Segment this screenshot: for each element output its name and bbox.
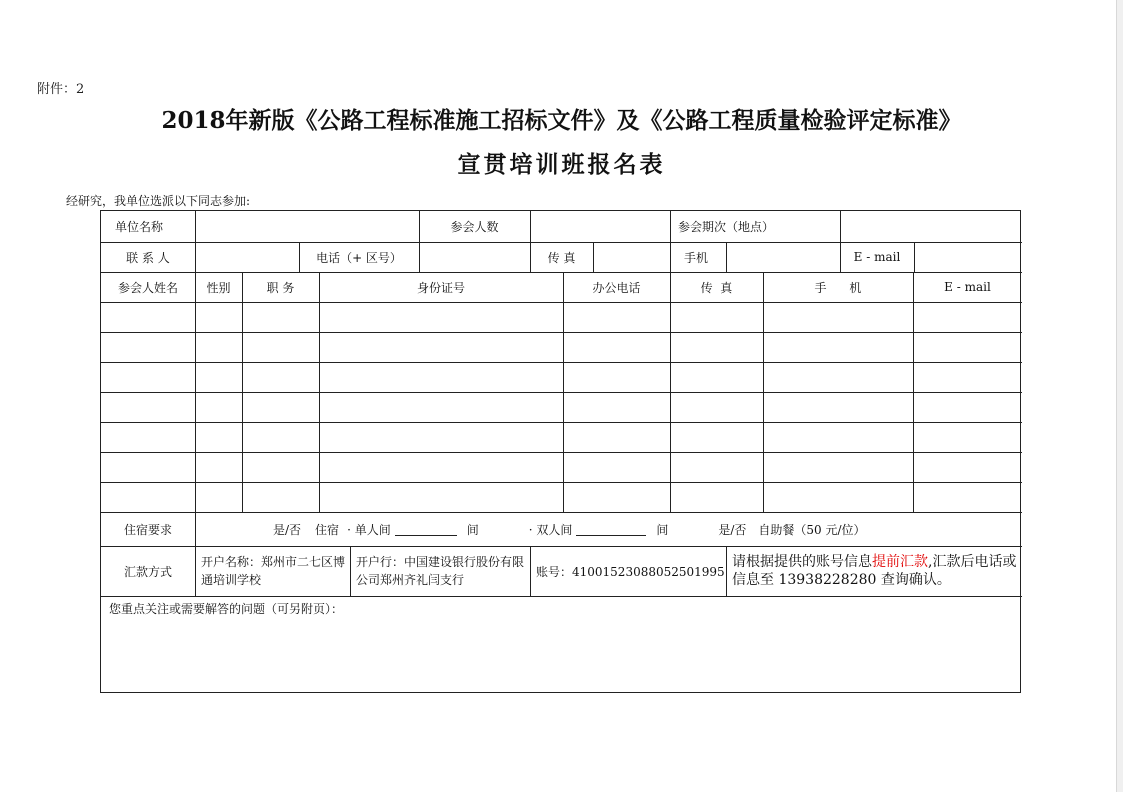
header-mobile: 手 机 — [814, 280, 862, 295]
session-location-field[interactable] — [840, 211, 1022, 242]
header-name: 参会人姓名 — [117, 280, 178, 295]
lodging-options[interactable] — [195, 512, 1022, 546]
registration-form-table — [100, 210, 1021, 693]
table-row[interactable] — [101, 302, 1022, 332]
payment-note-highlight: 提前汇款 — [872, 554, 928, 570]
questions-field[interactable] — [101, 618, 1022, 692]
email-label: E - mail — [853, 250, 901, 264]
payment-note — [726, 546, 1022, 596]
lodging-stay-label: 住宿 — [315, 522, 340, 537]
account-number: 账号：41001523088052501995 — [536, 564, 725, 579]
header-email: E - mail — [944, 280, 991, 294]
double-room-field[interactable] — [576, 523, 646, 536]
fax-label: 传 真 — [547, 250, 576, 265]
table-row[interactable] — [101, 332, 1022, 362]
attendee-count-field[interactable] — [530, 211, 670, 242]
header-fax: 传 真 — [700, 280, 733, 295]
questions-label: 您重点关注或需要解答的问题（可另附页）： — [109, 602, 344, 616]
phone-field[interactable] — [419, 242, 530, 272]
buffet-label: 自助餐（50 元/位） — [758, 522, 866, 537]
table-row[interactable] — [101, 362, 1022, 392]
double-room-label: · 双人间 — [528, 522, 573, 537]
attendee-count-label: 参会人数 — [450, 220, 499, 234]
single-room-label: · 单人间 — [347, 522, 391, 537]
single-room-unit: 间 — [466, 522, 479, 537]
table-row[interactable] — [101, 392, 1022, 422]
form-title: 2018年新版《公路工程标准施工招标文件》及《公路工程质量检验评定标准》 — [161, 107, 962, 134]
payment-note-contact: ,汇款后电话或信息至 13938228280 查询确认。 — [732, 554, 1017, 588]
single-room-field[interactable] — [395, 523, 457, 536]
session-location-label: 参会期次（地点） — [678, 220, 775, 234]
lodging-label: 住宿要求 — [123, 522, 172, 537]
account-name: 开户名称：郑州市二七区博通培训学校 — [201, 555, 346, 587]
lodging-yesno: 是/否 — [273, 522, 302, 537]
bank-name: 开户行：中国建设银行股份有限公司郑州齐礼闫支行 — [356, 555, 525, 587]
payment-label: 汇款方式 — [123, 564, 172, 579]
double-room-unit: 间 — [656, 522, 669, 537]
payment-note-text: 请根据提供的账号信息 — [732, 554, 872, 570]
phone-label: 电话（+ 区号） — [316, 250, 402, 265]
form-subtitle: 宣贯培训班报名表 — [457, 151, 666, 178]
mobile-field[interactable] — [726, 242, 840, 272]
intro-text: 经研究，我单位选派以下同志参加: — [66, 194, 251, 208]
fax-field[interactable] — [593, 242, 670, 272]
attachment-label: 附件：2 — [37, 82, 85, 97]
unit-name-label: 单位名称 — [115, 220, 164, 234]
buffet-yesno: 是/否 — [718, 522, 747, 537]
unit-name-field[interactable] — [195, 211, 419, 242]
contact-label: 联 系 人 — [126, 250, 170, 265]
mobile-label: 手机 — [684, 250, 709, 265]
contact-field[interactable] — [195, 242, 299, 272]
header-office-phone: 办公电话 — [592, 280, 641, 295]
email-field[interactable] — [914, 242, 1022, 272]
table-row[interactable] — [101, 422, 1022, 452]
header-position: 职 务 — [266, 280, 295, 295]
table-row[interactable] — [101, 452, 1022, 482]
header-gender: 性别 — [206, 280, 231, 295]
table-row[interactable] — [101, 482, 1022, 512]
header-id-number: 身份证号 — [416, 280, 465, 295]
